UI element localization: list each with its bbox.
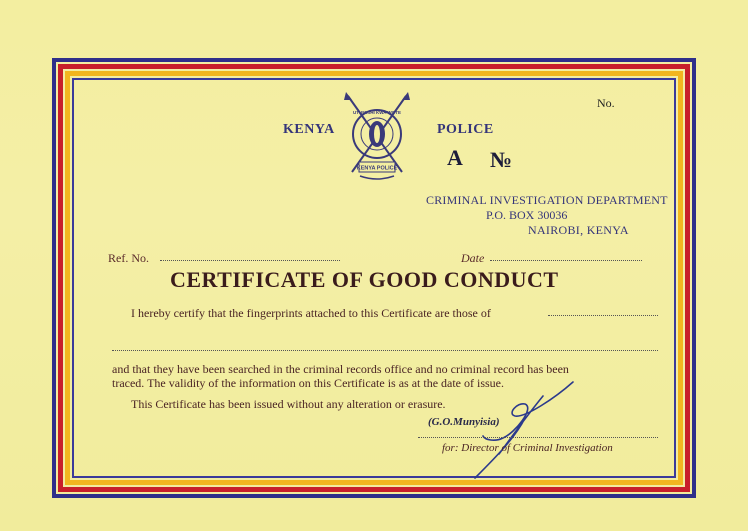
name-field[interactable] xyxy=(548,315,658,316)
serial-number-symbol: № xyxy=(490,147,513,172)
name-continuation-field[interactable] xyxy=(112,350,658,351)
date-field[interactable] xyxy=(490,260,642,261)
ref-number-field[interactable] xyxy=(160,260,340,261)
svg-text:KENYA POLICE: KENYA POLICE xyxy=(356,165,398,172)
header-police: POLICE xyxy=(437,122,494,137)
body-line-3: traced. The validity of the information on this Certificate is as at the date of issue. xyxy=(112,376,504,390)
certificate-title: CERTIFICATE OF GOOD CONDUCT xyxy=(170,267,559,292)
kenya-police-emblem-icon xyxy=(340,92,414,184)
handwritten-signature xyxy=(455,378,585,488)
signatory-name: (G.O.Munyisia) xyxy=(428,416,500,428)
signature-line xyxy=(418,437,658,438)
serial-prefix: A xyxy=(447,145,463,170)
signatory-title: for: Director of Criminal Investigation xyxy=(442,442,613,454)
body-line-4: This Certificate has been issued without any alteration or erasure. xyxy=(131,397,446,411)
address-line-1: CRIMINAL INVESTIGATION DEPARTMENT xyxy=(426,193,668,207)
body-line-2: and that they have been searched in the criminal records office and no criminal record has been xyxy=(112,362,569,376)
header-kenya: KENYA xyxy=(283,122,335,137)
top-number-label: No. xyxy=(597,96,615,110)
svg-text:UTUMISHI KWA WOTE: UTUMISHI KWA WOTE xyxy=(352,110,402,115)
date-label: Date xyxy=(461,251,485,265)
address-line-3: NAIROBI, KENYA xyxy=(528,223,629,237)
ref-number-label: Ref. No. xyxy=(108,251,149,265)
body-line-1: I hereby certify that the fingerprints attached to this Certificate are those of xyxy=(131,306,491,320)
address-line-2: P.O. BOX 30036 xyxy=(486,208,568,222)
